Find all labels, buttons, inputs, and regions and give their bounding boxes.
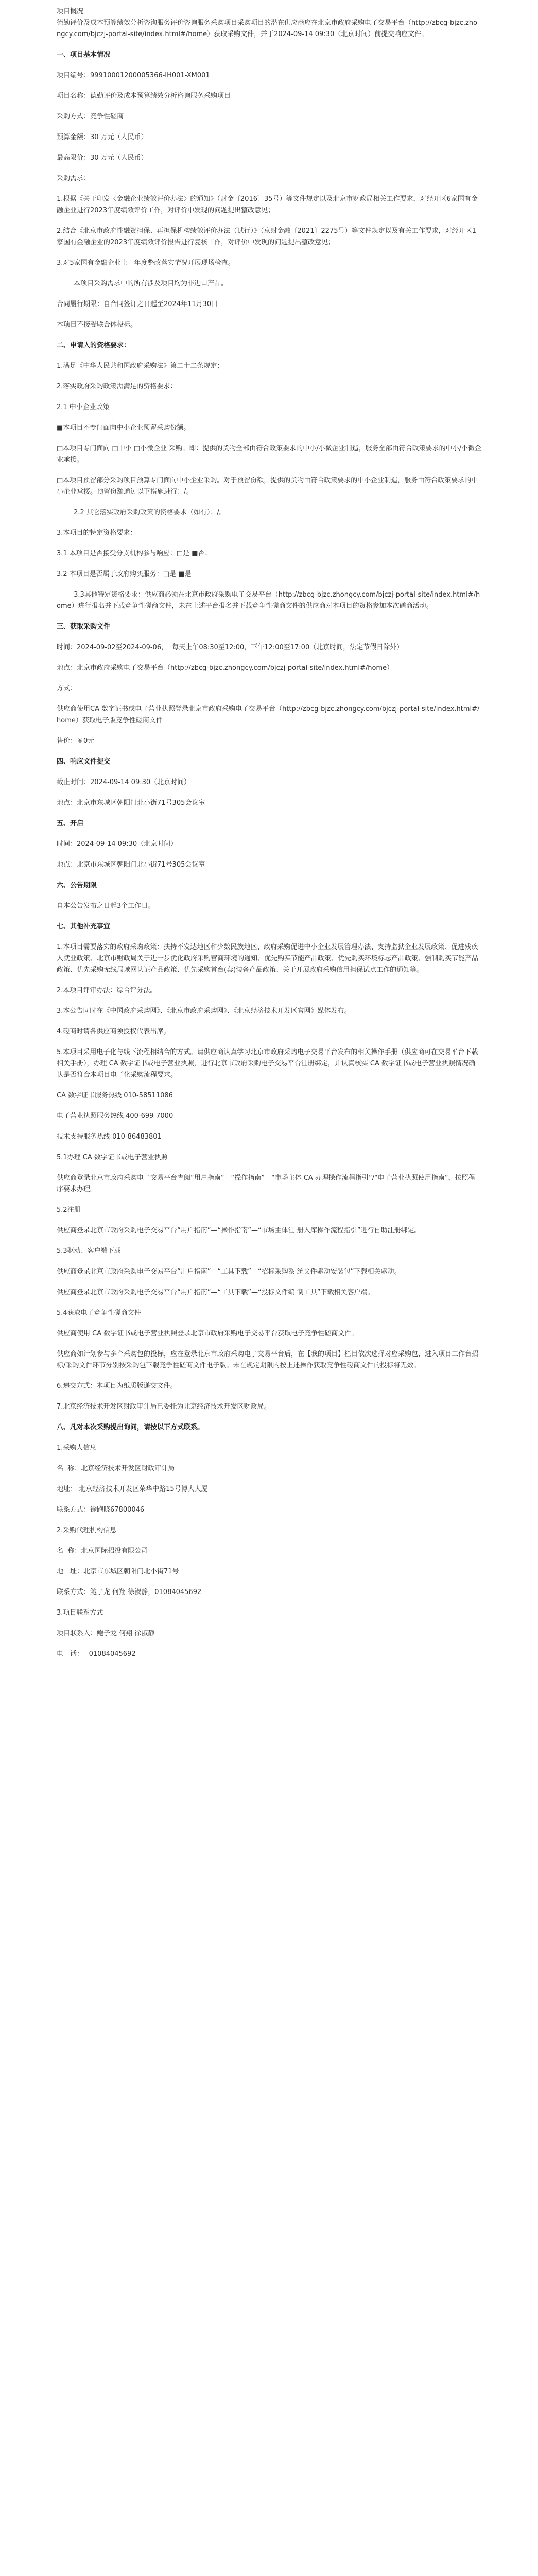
paragraph: CA 数字证书服务热线 010-58511086 bbox=[57, 1092, 173, 1099]
paragraph-spacer bbox=[57, 1143, 481, 1152]
paragraph-spacer bbox=[57, 331, 481, 340]
paragraph-spacer bbox=[57, 850, 481, 859]
paragraph-spacer bbox=[57, 788, 481, 798]
paragraph: 供应商如计划参与多个采购包的投标，应在登录北京市政府采购电子交易平台后，在【我的项目】栏目依次选择对应采购包，进入项目工作台招标/采购文件环节分别按采购包下载竞争性磋商文件电子版。未在规定期限内按上述操作获取竞争性磋商文件的投标将无效。 bbox=[57, 1350, 479, 1369]
paragraph: 2.1 中小企业政策 bbox=[57, 403, 110, 411]
paragraph: 地点：北京市东城区朝阳门北小街71号305会议室 bbox=[57, 861, 205, 869]
paragraph-spacer bbox=[57, 1038, 481, 1047]
paragraph-spacer bbox=[57, 434, 481, 443]
paragraph: 合同履行期限：自合同签订之日起至2024年11月30日 bbox=[57, 300, 218, 308]
paragraph: 时间：2024-09-02至2024-09-06， 每天上午08:30至12:00，下午12:00至17:00（北京时间，法定节假日除外） bbox=[57, 643, 404, 651]
paragraph-spacer bbox=[57, 1392, 481, 1401]
paragraph: 供应商使用 CA 数字证书或电子营业执照登录北京市政府采购电子交易平台获取电子竞争性磋商文件。 bbox=[57, 1330, 358, 1337]
paragraph-spacer bbox=[57, 102, 481, 111]
paragraph-spacer bbox=[57, 653, 481, 663]
paragraph: 2.采购代理机构信息 bbox=[57, 1527, 117, 1534]
paragraph: 名 称：北京国际招投有限公司 bbox=[57, 1547, 148, 1555]
paragraph: 7.北京经济技术开发区财政审计局已委托为北京经济技术开发区财政局。 bbox=[57, 1403, 271, 1411]
paragraph: 地址： 北京经济技术开发区荣华中路15号博大大厦 bbox=[57, 1485, 208, 1493]
paragraph-spacer bbox=[57, 912, 481, 921]
paragraph: 供应商登录北京市政府采购电子交易平台“用户指南”—“工具下载”—“招标采购系 统文件驱动安装包”下载相关驱动。 bbox=[57, 1268, 401, 1276]
paragraph: 供应商使用CA 数字证书或电子营业执照登录北京市政府采购电子交易平台（http://zbcg-bjzc.zhongcy.com/bjczj-portal-site/index.html#/home）获取电子版竞争性磋商文件 bbox=[57, 705, 480, 724]
paragraph-spacer bbox=[57, 1454, 481, 1463]
paragraph: 本项目不接受联合体投标。 bbox=[57, 321, 137, 329]
paragraph-spacer bbox=[57, 143, 481, 152]
paragraph-spacer bbox=[57, 372, 481, 381]
paragraph: 自本公告发布之日起3个工作日。 bbox=[57, 902, 155, 910]
paragraph-spacer bbox=[57, 1433, 481, 1443]
section-heading: 二、申请人的资格要求： bbox=[57, 342, 131, 349]
paragraph-spacer bbox=[57, 768, 481, 777]
paragraph-spacer bbox=[57, 674, 481, 683]
paragraph-spacer bbox=[57, 1101, 481, 1111]
paragraph-spacer bbox=[57, 1371, 481, 1381]
paragraph: 2.落实政府采购政策需满足的资格要求： bbox=[57, 383, 177, 391]
paragraph: 联系方式：徐跑晓67800046 bbox=[57, 1506, 145, 1514]
paragraph-spacer bbox=[57, 498, 481, 507]
paragraph-spacer bbox=[57, 1257, 481, 1266]
paragraph-spacer bbox=[57, 1122, 481, 1131]
paragraph-spacer bbox=[57, 539, 481, 548]
paragraph: 方式： bbox=[57, 685, 77, 692]
paragraph-spacer bbox=[57, 1639, 481, 1649]
paragraph-spacer bbox=[57, 1195, 481, 1205]
paragraph-spacer bbox=[57, 184, 481, 194]
paragraph: 1.本项目需要落实的政府采购政策：扶持不发达地区和少数民族地区、政府采购促进中小企业发展管理办法、支持监狱企业发展政策、促进残疾人就业政策、北京市财政局关于进一步优化政府采购营商环境的通知、优先购买节能产品政策、优先购买环境标志产品政策、强制购买节能产品政策、优先采购无线局域网认证产品政策、优先采购首台(套)装备产品政策、关于开展政府采购信用担保试点工作的通知等。 bbox=[57, 943, 479, 974]
paragraph: 2.本项目评审办法：综合评分法。 bbox=[57, 987, 157, 994]
paragraph: 名 称：北京经济技术开发区财政审计局 bbox=[57, 1465, 175, 1472]
paragraph: 电 话： 01084045692 bbox=[57, 1650, 136, 1658]
paragraph: ■本项目不专门面向中小企业预留采购份额。 bbox=[57, 424, 190, 432]
paragraph: 技术支持服务热线 010-86483801 bbox=[57, 1133, 162, 1141]
paragraph-spacer bbox=[57, 40, 481, 49]
paragraph: 采购需求： bbox=[57, 175, 91, 182]
section-heading: 八、凡对本次采购提出询问，请按以下方式联系。 bbox=[57, 1423, 204, 1431]
paragraph-spacer bbox=[57, 1319, 481, 1328]
paragraph-spacer bbox=[57, 1081, 481, 1090]
paragraph: 3.项目联系方式 bbox=[57, 1609, 103, 1617]
paragraph-spacer bbox=[57, 216, 481, 226]
paragraph: 售价：￥0元 bbox=[57, 737, 95, 745]
paragraph-spacer bbox=[57, 1475, 481, 1484]
paragraph: 截止时间：2024-09-14 09:30（北京时间） bbox=[57, 778, 191, 786]
paragraph: 4.磋商时请各供应商须授权代表出席。 bbox=[57, 1028, 170, 1036]
paragraph: 5.1办理 CA 数字证书或电子营业执照 bbox=[57, 1154, 168, 1161]
paragraph-spacer bbox=[57, 580, 481, 589]
paragraph-spacer bbox=[57, 633, 481, 642]
paragraph-spacer bbox=[57, 612, 481, 621]
paragraph-spacer bbox=[57, 1163, 481, 1173]
paragraph-spacer bbox=[57, 1017, 481, 1026]
paragraph-spacer bbox=[57, 1578, 481, 1587]
paragraph-spacer bbox=[57, 413, 481, 422]
paragraph-spacer bbox=[57, 1598, 481, 1607]
paragraph-spacer bbox=[57, 81, 481, 91]
section-heading: 三、获取采购文件 bbox=[57, 623, 111, 631]
paragraph-spacer bbox=[57, 1278, 481, 1287]
paragraph: 5.本项目采用电子化与线下流程相结合的方式。请供应商认真学习北京市政府采购电子交易平台发布的相关操作手册（供应商可在交易平台下载相关手册），办理 CA 数字证书或电子营业执照，进行北京市政府采购电子交易平台注册绑定，并认真核实 CA 数字证书或电子营业执照情况确认是否符合本项目电子化采购流程要求。 bbox=[57, 1048, 478, 1079]
paragraph-spacer bbox=[57, 976, 481, 985]
paragraph-spacer bbox=[57, 694, 481, 704]
paragraph-spacer bbox=[57, 123, 481, 132]
paragraph-spacer bbox=[57, 1236, 481, 1246]
paragraph: 地点：北京市政府采购电子交易平台（http://zbcg-bjzc.zhongcy.com/bjczj-portal-site/index.html#/home） bbox=[57, 664, 394, 672]
paragraph: □本项目预留部分采购项目预算专门面向中小企业采购。对于预留份额，提供的货物由符合政策要求的中小企业制造，服务由符合政策要求的中小企业承接。预留份额通过以下措施进行：/。 bbox=[57, 477, 478, 496]
paragraph-spacer bbox=[57, 1536, 481, 1546]
paragraph: 德勤评价及成本预算绩效分析咨询服务评价咨询服务采购项目采购项目的潜在供应商应在北京市政府采购电子交易平台（http://zbcg-bjzc.zhongcy.com/bjczj-portal-site/index.html#/home）获取采购文件，并于2024-09-14 09:30（北京时间）前提交响应文件。 bbox=[57, 19, 477, 38]
paragraph-spacer bbox=[57, 1619, 481, 1628]
paragraph-spacer bbox=[57, 310, 481, 319]
paragraph: 供应商登录北京市政府采购电子交易平台“用户指南”—“操作指南”—“市场主体注 册入库操作流程指引”进行自助注册绑定。 bbox=[57, 1227, 421, 1234]
paragraph: 3.2 本项目是否属于政府购买服务：□是 ■是 bbox=[57, 570, 192, 578]
paragraph: 采购方式：竞争性磋商 bbox=[57, 113, 124, 121]
paragraph: 预算金额：30 万元（人民币） bbox=[57, 133, 148, 141]
paragraph: 联系方式：鲍子龙 何翔 徐淑静，01084045692 bbox=[57, 1588, 202, 1596]
paragraph-spacer bbox=[57, 351, 481, 361]
paragraph: 5.2注册 bbox=[57, 1206, 81, 1214]
section-heading: 六、公告期限 bbox=[57, 882, 97, 889]
paragraph: 3.1 本项目是否接受分支机构参与响应：□是 ■否； bbox=[57, 550, 212, 557]
paragraph-spacer bbox=[57, 829, 481, 839]
paragraph: □本项目专门面向 □中小 □小微企业 采购。即：提供的货物全部由符合政策要求的中小/小微企业制造，服务全部由符合政策要求的中小/小微企业承接。 bbox=[57, 445, 482, 464]
paragraph-spacer bbox=[57, 269, 481, 278]
paragraph-spacer bbox=[57, 809, 481, 818]
paragraph-spacer bbox=[57, 518, 481, 528]
paragraph: 项目概况 bbox=[57, 8, 84, 15]
paragraph: 项目联系人：鲍子龙 何翔 徐淑静 bbox=[57, 1630, 155, 1637]
paragraph-spacer bbox=[57, 290, 481, 299]
paragraph: 项目编号：99910001200005366-IH001-XM001 bbox=[57, 72, 210, 79]
paragraph: 3.对5家国有金融企业上一年度整改落实情况开展现场检查。 bbox=[57, 259, 235, 267]
paragraph-spacer bbox=[57, 996, 481, 1006]
paragraph-spacer bbox=[57, 560, 481, 569]
paragraph-spacer bbox=[57, 871, 481, 880]
paragraph: 5.4获取电子竞争性磋商文件 bbox=[57, 1309, 141, 1317]
paragraph: 6.递交方式：本项目为纸质版递交文件。 bbox=[57, 1382, 177, 1390]
paragraph-spacer bbox=[57, 61, 481, 70]
paragraph: 地点：北京市东城区朝阳门北小街71号305会议室 bbox=[57, 799, 205, 807]
paragraph: 2.结合《北京市政府性融资担保、再担保机构绩效评价办法（试行）》（京财金融〔2021〕2275号）等文件规定以及有关工作要求，对经开区1家国有金融企业的2023年度绩效评价报告进行复核工作，对评价中发现的问题提出整改意见； bbox=[57, 227, 476, 246]
paragraph-spacer bbox=[57, 891, 481, 901]
paragraph-spacer bbox=[57, 1216, 481, 1225]
paragraph: 本项目采购需求中的所有涉及项目均为非进口产品。 bbox=[57, 280, 228, 287]
paragraph: 地 址：北京市东城区朝阳门北小街71号 bbox=[57, 1568, 179, 1575]
paragraph-spacer bbox=[57, 1340, 481, 1349]
paragraph-spacer bbox=[57, 393, 481, 402]
paragraph: 3.3其他特定资格要求：供应商必须在北京市政府采购电子交易平台（http://zbcg-bjzc.zhongcy.com/bjczj-portal-site/index.html#/home）进行报名并下载竞争性磋商文件，未在上述平台报名并下载竞争性磋商文件的供应商对本项目的资格参加本次磋商活动。 bbox=[57, 591, 480, 610]
paragraph-spacer bbox=[57, 248, 481, 258]
section-heading: 五、开启 bbox=[57, 820, 84, 827]
paragraph-spacer bbox=[57, 1298, 481, 1308]
paragraph: 项目名称：德勤评价及成本预算绩效分析咨询服务采购项目 bbox=[57, 92, 231, 100]
paragraph-spacer bbox=[57, 466, 481, 475]
paragraph: 1.满足《中华人民共和国政府采购法》第二十二条规定； bbox=[57, 362, 224, 370]
paragraph: 最高限价：30 万元（人民币） bbox=[57, 154, 148, 162]
paragraph: 3.本项目的特定资格要求： bbox=[57, 529, 137, 537]
paragraph-spacer bbox=[57, 1557, 481, 1566]
paragraph: 供应商登录北京市政府采购电子交易平台“用户指南”—“工具下载”—“投标文件编 制工具”下载相关客户端。 bbox=[57, 1289, 374, 1296]
paragraph: 时间：2024-09-14 09:30（北京时间） bbox=[57, 840, 178, 848]
section-heading: 一、项目基本情况 bbox=[57, 51, 111, 59]
paragraph: 3.本公告同时在《中国政府采购网》、《北京市政府采购网》、《北京经济技术开发区官网》媒体发布。 bbox=[57, 1007, 351, 1015]
section-heading: 七、其他补充事宜 bbox=[57, 923, 111, 930]
paragraph-spacer bbox=[57, 726, 481, 736]
paragraph-spacer bbox=[57, 1413, 481, 1422]
paragraph-spacer bbox=[57, 164, 481, 173]
paragraph: 1.采购人信息 bbox=[57, 1444, 97, 1452]
paragraph: 2.2 其它落实政府采购政策的资格要求（如有）：/。 bbox=[57, 509, 226, 516]
paragraph-spacer bbox=[57, 1516, 481, 1525]
paragraph-spacer bbox=[57, 933, 481, 942]
paragraph: 1.根据《关于印发〈金融企业绩效评价办法〉的通知》（财金〔2016〕35号）等文件规定以及北京市财政局相关工作要求，对经开区6家国有金融企业进行2023年度绩效评价工作，对评价中发现的问题提出整改意见； bbox=[57, 195, 478, 214]
paragraph: 电子营业执照服务热线 400-699-7000 bbox=[57, 1112, 173, 1120]
section-heading: 四、响应文件提交 bbox=[57, 758, 111, 766]
paragraph-spacer bbox=[57, 1495, 481, 1504]
paragraph-spacer bbox=[57, 747, 481, 756]
paragraph: 供应商登录北京市政府采购电子交易平台查阅“用户指南”—“操作指南”—“市场主体 CA 办理操作流程指引”/“电子营业执照使用指南”，按照程序要求办理。 bbox=[57, 1174, 475, 1193]
paragraph: 5.3驱动、客户端下载 bbox=[57, 1247, 121, 1255]
